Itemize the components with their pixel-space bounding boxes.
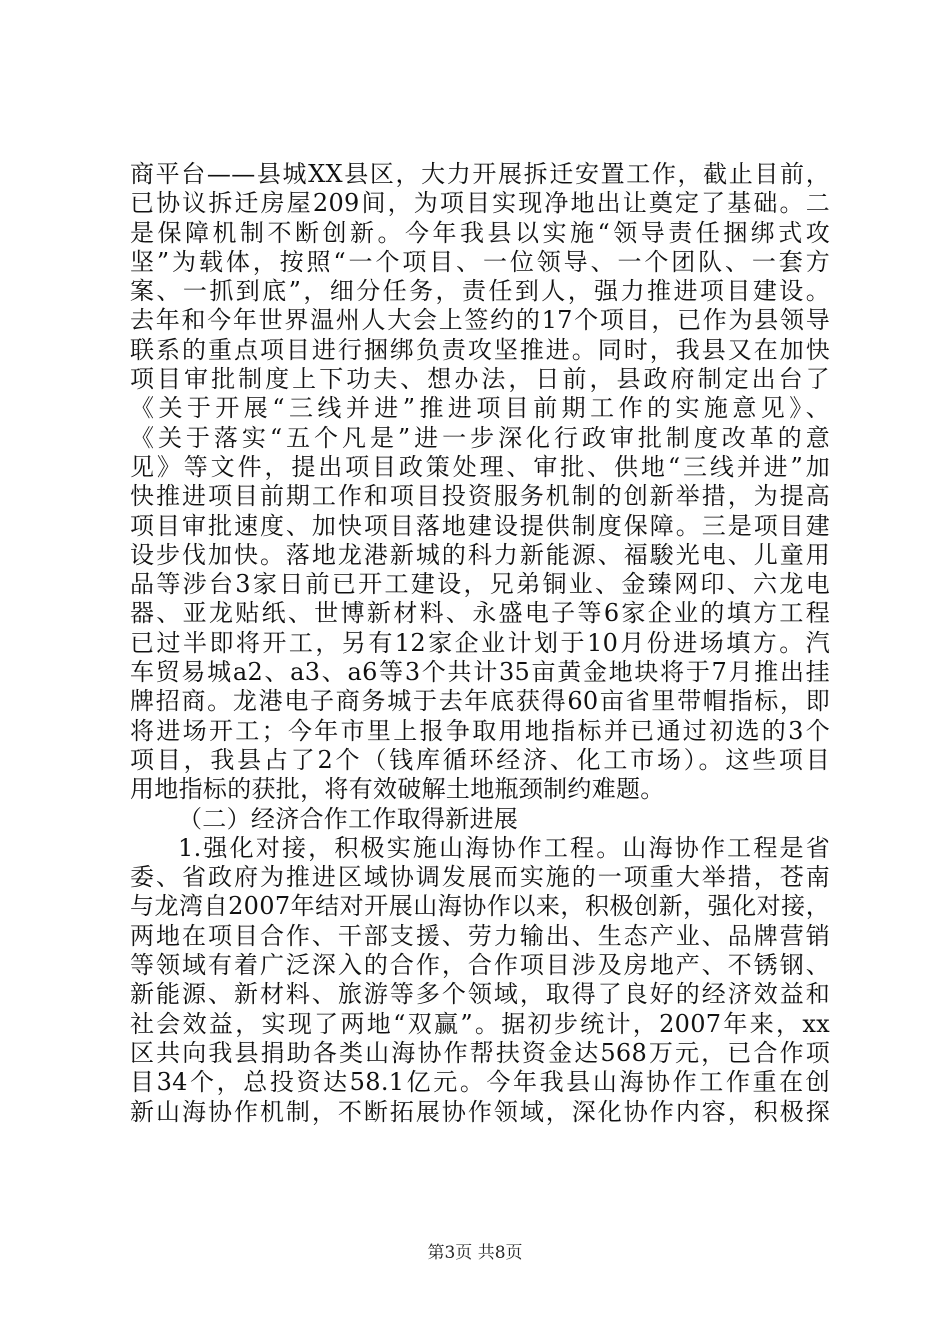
text-line: 委、省政府为推进区域协调发展而实施的一项重大举措，苍南 [130,863,830,892]
text-line: 项目审批制度上下功夫、想办法，日前，县政府制定出台了 [130,365,830,394]
text-line: 项目审批速度、加快项目落地建设提供制度保障。三是项目建 [130,511,830,540]
text-line: 与龙湾自2007年结对开展山海协作以来，积极创新，强化对接， [130,892,830,921]
text-line: 车贸易城a2、a3、a6等3个共计35亩黄金地块将于7月推出挂 [130,658,830,687]
text-line: 《关于开展“三线并进”推进项目前期工作的实施意见》、 [130,394,830,423]
text-line: 1.强化对接，积极实施山海协作工程。山海协作工程是省 [178,833,830,862]
text-line: 用地指标的获批，将有效破解土地瓶颈制约难题。 [130,775,665,804]
text-line: 去年和今年世界温州人大会上签约的17个项目，已作为县领导 [130,306,830,335]
text-line: 牌招商。龙港电子商务城于去年底获得60亩省里带帽指标，即 [130,687,830,716]
text-line: 已协议拆迁房屋209间，为项目实现净地出让奠定了基础。二 [130,189,830,218]
text-line: 《关于落实“五个凡是”进一步深化行政审批制度改革的意 [130,423,830,452]
text-line: 两地在项目合作、干部支援、劳力输出、生态产业、品牌营销 [130,921,830,950]
text-line: 设步伐加快。落地龙港新城的科力新能源、福駿光电、儿童用 [130,540,830,569]
text-line: 新山海协作机制，不断拓展协作领域，深化协作内容，积极探 [130,1097,830,1126]
text-line: 器、亚龙贴纸、世博新材料、永盛电子等6家企业的填方工程 [130,599,830,628]
page-footer: 第3页 共8页 [427,1243,523,1263]
text-line: 案、一抓到底”，细分任务，责任到人，强力推进项目建设。 [130,277,830,306]
body-text [130,160,830,1127]
text-line: 新能源、新材料、旅游等多个领域，取得了良好的经济效益和 [130,980,830,1009]
section-heading: （二）经济合作工作取得新进展 [178,804,519,833]
text-line: 社会效益，实现了两地“双赢”。据初步统计，2007年来，xx [130,1009,830,1038]
text-line: 等领域有着广泛深入的合作，合作项目涉及房地产、不锈钢、 [130,951,830,980]
text-line: 项目，我县占了2个（钱库循环经济、化工市场）。这些项目 [130,745,830,774]
text-line: 坚”为载体，按照“一个项目、一位领导、一个团队、一套方 [130,247,830,276]
text-line: 商平台——县城XX县区，大力开展拆迁安置工作，截止目前， [130,160,830,188]
text-line: 联系的重点项目进行捆绑负责攻坚推进。同时，我县又在加快 [130,335,830,364]
text-line: 是保障机制不断创新。今年我县以实施“领导责任捆绑式攻 [130,218,830,247]
text-line: 快推进项目前期工作和项目投资服务机制的创新举措，为提高 [130,482,830,511]
text-line: 已过半即将开工，另有12家企业计划于10月份进场填方。汽 [130,628,830,657]
text-line: 见》等文件，提出项目政策处理、审批、供地“三线并进”加 [130,452,830,481]
text-line: 将进场开工；今年市里上报争取用地指标并已通过初选的3个 [130,716,830,745]
text-line: 目34个，总投资达58.1亿元。今年我县山海协作工作重在创 [130,1068,830,1097]
text-line: 品等涉台3家日前已开工建设，兄弟铜业、金臻网印、六龙电 [130,570,830,599]
text-line: 区共向我县捐助各类山海协作帮扶资金达568万元，已合作项 [130,1038,830,1067]
